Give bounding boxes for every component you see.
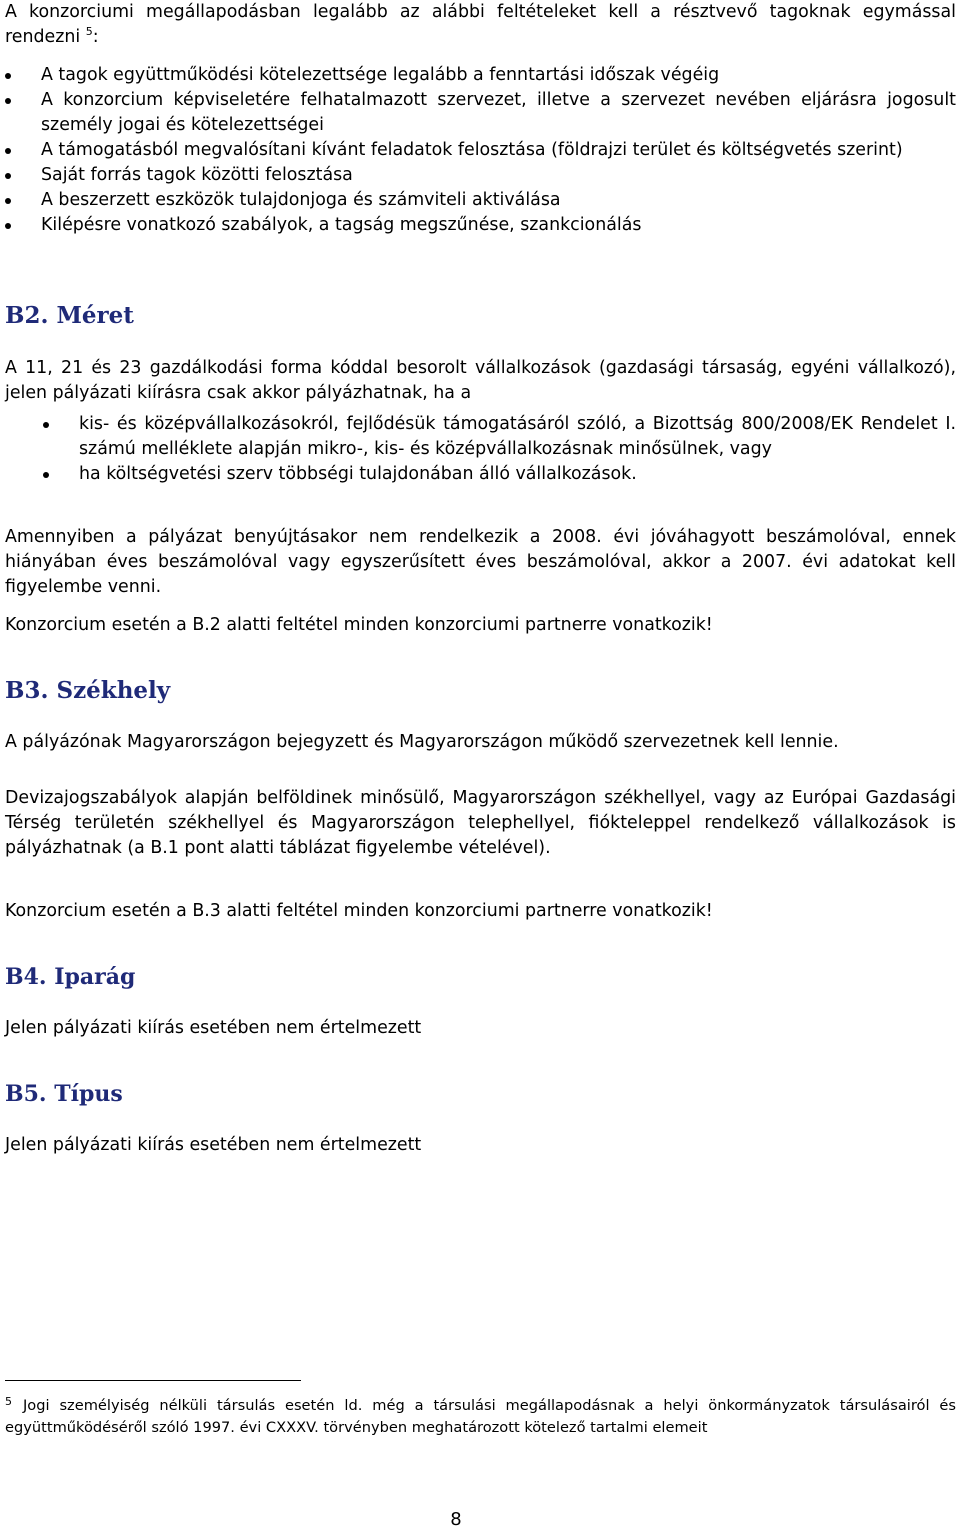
list-item-text: Saját forrás tagok közötti felosztása: [41, 165, 353, 185]
section-heading-b2: B2. Méret: [5, 302, 134, 329]
list-item: [0, 213, 956, 238]
list-item-text: kis- és középvállalkozásokról, fejlődésük támogatásáról szóló, a Bizottság 800/2008/EK Rendelet I. számú melléklete alapján mikro-, kis- és középvállalkozásnak minősülnek, vagy: [79, 414, 956, 459]
intro-paragraph: [5, 0, 956, 50]
b2-paragraph-3: Konzorcium esetén a B.2 alatti feltétel minden konzorciumi partnerre vonatkozik!: [5, 615, 713, 635]
list-item-text: A konzorcium képviseletére felhatalmazott szervezet, illetve a szervezet nevében eljárásra jogosult személy jogai és kötelezettségei: [41, 90, 956, 135]
intro-text: A konzorciumi megállapodásban legalább az alábbi feltételeket kell a résztvevő tagoknak egymással rendezni: [5, 2, 956, 47]
list-item: [0, 63, 956, 88]
list-item-text: A tagok együttműködési kötelezettsége legalább a fenntartási időszak végéig: [41, 65, 720, 85]
list-item: [0, 163, 956, 188]
section-heading-b4: B4. Iparág: [5, 964, 136, 990]
b2-list: [0, 412, 956, 487]
footnote-reference[interactable]: 5: [85, 25, 93, 39]
section-heading-b5: B5. Típus: [5, 1081, 123, 1107]
list-item-text: Kilépésre vonatkozó szabályok, a tagság megszűnése, szankcionálás: [41, 215, 642, 235]
list-item-text: A támogatásból megvalósítani kívánt feladatok felosztása (földrajzi terület és költségvetés szerint): [41, 140, 903, 160]
bullet-icon: [5, 223, 11, 229]
b3-paragraph-3: Konzorcium esetén a B.3 alatti feltétel minden konzorciumi partnerre vonatkozik!: [5, 901, 713, 921]
bullet-icon: [5, 73, 11, 79]
conditions-list: [0, 63, 956, 238]
list-item: [0, 462, 956, 487]
bullet-icon: [5, 98, 11, 104]
list-item-text: ha költségvetési szerv többségi tulajdonában álló vállalkozások.: [79, 464, 637, 484]
b2-paragraph-2: Amennyiben a pályázat benyújtásakor nem rendelkezik a 2008. évi jóváhagyott beszámolóval, ennek hiányában éves beszámolóval vagy egyszerűsített éves beszámolóval, akkor a 2007. évi adatokat kell figyelembe venni.: [5, 527, 956, 597]
bullet-icon: [43, 472, 49, 478]
intro-tail: :: [92, 27, 99, 47]
list-item: [0, 138, 956, 163]
bullet-icon: [5, 198, 11, 204]
footnote: [5, 1395, 956, 1439]
b5-paragraph: Jelen pályázati kiírás esetében nem értelmezett: [5, 1135, 422, 1155]
footnote-text: Jogi személyiség nélküli társulás esetén ld. még a társulási megállapodásnak a helyi önkormányzatok társulásairól és együttműködéséről szóló 1997. évi CXXXV. törvényben meghatározott kötelező tartalmi elemeit: [5, 1397, 956, 1436]
list-item: [0, 188, 956, 213]
b2-paragraph-1: A 11, 21 és 23 gazdálkodási forma kóddal besorolt vállalkozások (gazdasági társaság, egyéni vállalkozó), jelen pályázati kiírásra csak akkor pályázhatnak, ha a: [5, 358, 956, 403]
page-number: 8: [450, 1509, 462, 1530]
list-item: [0, 412, 956, 462]
footnote-number: 5: [5, 1395, 12, 1408]
list-item-text: A beszerzett eszközök tulajdonjoga és számviteli aktiválása: [41, 190, 561, 210]
bullet-icon: [43, 422, 49, 428]
list-item: [0, 88, 956, 138]
section-heading-b3: B3. Székhely: [5, 677, 171, 704]
b4-paragraph: Jelen pályázati kiírás esetében nem értelmezett: [5, 1018, 422, 1038]
b3-paragraph-2: Devizajogszabályok alapján belföldinek minősülő, Magyarországon székhellyel, vagy az Európai Gazdasági Térség területén székhellyel és Magyarországon telephellyel, fiókteleppel rendelkező vállalkozások is pályázhatnak (a B.1 pont alatti táblázat figyelembe vételével).: [5, 788, 956, 858]
bullet-icon: [5, 173, 11, 179]
footnote-separator: [5, 1380, 301, 1381]
bullet-icon: [5, 148, 11, 154]
b3-paragraph-1: A pályázónak Magyarországon bejegyzett és Magyarországon működő szervezetnek kell lennie.: [5, 732, 839, 752]
